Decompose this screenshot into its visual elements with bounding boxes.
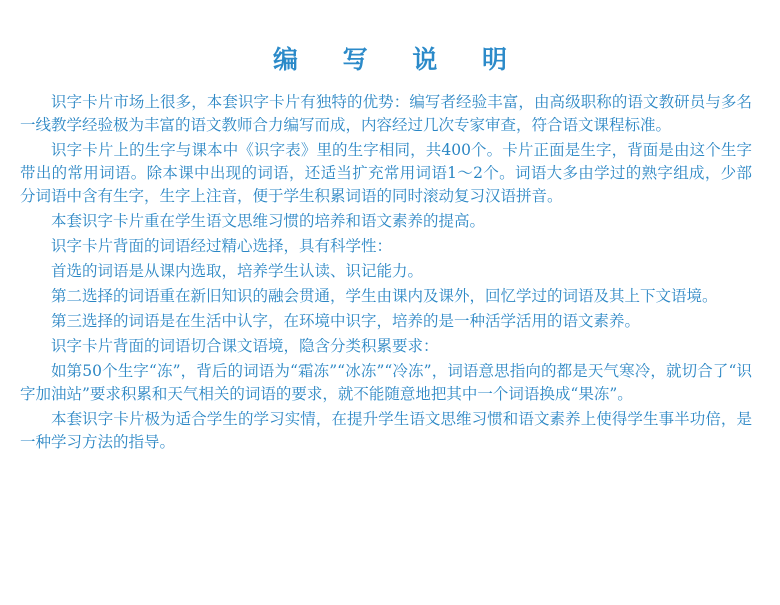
paragraph: 如第50个生字“冻”，背后的词语为“霜冻”“冰冻”“冷冻”，词语意思指向的都是天气寒冷，就切合了“识字加油站”要求积累和天气相关的词语的要求，就不能随意地把其中一个词语换成“果冻”。 bbox=[20, 362, 752, 403]
paragraph: 本套识字卡片极为适合学生的学习实情，在提升学生语文思维习惯和语文素养上使得学生事半功倍，是一种学习方法的指导。 bbox=[20, 410, 752, 451]
page-title: 编 写 说 明 bbox=[272, 45, 526, 74]
paragraph: 识字卡片市场上很多，本套识字卡片有独特的优势：编写者经验丰富，由高级职称的语文教研员与多名一线教学经验极为丰富的语文教师合力编写而成，内容经过几次专家审查，符合语文课程标准。 bbox=[20, 93, 752, 134]
paragraph: 第二选择的词语重在新旧知识的融会贯通，学生由课内及课外，回忆学过的词语及其上下文语境。 bbox=[51, 287, 718, 305]
paragraph: 本套识字卡片重在学生语文思维习惯的培养和语文素养的提高。 bbox=[51, 212, 486, 230]
paragraph: 识字卡片背面的词语经过精心选择，具有科学性： bbox=[51, 237, 393, 255]
paragraph: 识字卡片背面的词语切合课文语境，隐含分类积累要求： bbox=[51, 337, 439, 355]
document-body bbox=[20, 91, 752, 456]
paragraph: 首选的词语是从课内选取，培养学生认读、识记能力。 bbox=[51, 262, 424, 280]
paragraph: 识字卡片上的生字与课本中《识字表》里的生字相同，共400个。卡片正面是生字，背面是由这个生字带出的常用词语。除本课中出现的词语，还适当扩充常用词语1～2个。词语大多由学过的熟字组成，少部分词语中含有生字，生字上注音，便于学生积累词语的同时滚动复习汉语拼音。 bbox=[20, 141, 752, 205]
paragraph: 第三选择的词语是在生活中认字，在环境中识字，培养的是一种活学活用的语文素养。 bbox=[51, 312, 641, 330]
